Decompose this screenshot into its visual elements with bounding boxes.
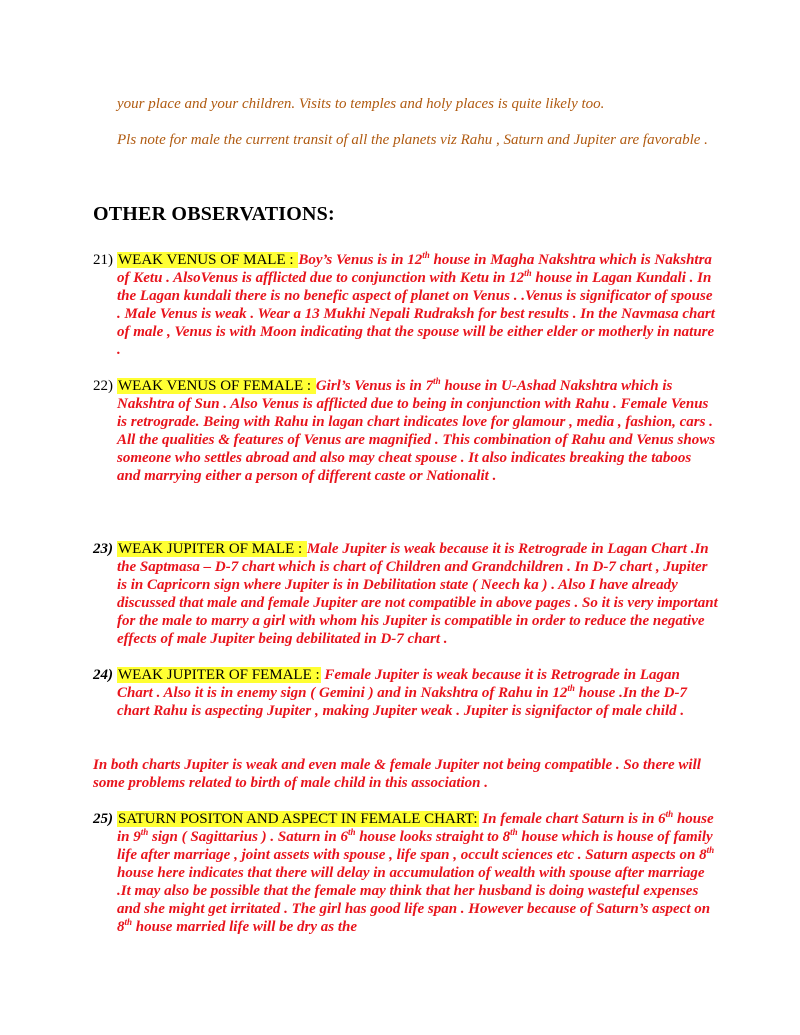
observation-23 bbox=[93, 540, 718, 648]
item-text: Male Jupiter is weak because it is Retrograde in Lagan Chart .In the Saptmasa – D-7 chart which is chart of Children and Grandchildren . In D-7 chart , Jupiter is in Capricorn sign where Jupiter is in Debilitation state ( Neech ka ) . Also I have already discussed that male and female Jupiter are not compatible in above pages . So it is very important for the male to marry a girl with whom his Jupiter is compatible in order to reduce the negative effects of male Jupiter being debilitated in D-7 chart . bbox=[117, 541, 718, 647]
item-body bbox=[117, 377, 718, 485]
item-text: house looks straight to 8 bbox=[355, 829, 511, 845]
item-number: 25) bbox=[93, 811, 113, 827]
item-label-highlight: WEAK JUPITER OF MALE : bbox=[118, 541, 306, 557]
item-text: house in U-Ashad Nakshtra which is Nakshtra of Sun . Also Venus is afflicted due to being in conjunction with Rahu . Female Venus is retrograde. Being with Rahu in lagan chart indicates love for glamour , media , fashion, cars . All the qualities & features of Venus are magnified . This combination of Rahu and Venus shows someone who settles abroad and also may cheat spouse . It also indicates breaking the taboos and marrying either a person of different caste or Nationalit . bbox=[117, 378, 716, 484]
observation-25 bbox=[93, 810, 718, 936]
item-label-highlight: WEAK VENUS OF MALE : bbox=[118, 252, 298, 268]
summary-paragraph: In both charts Jupiter is weak and even male & female Jupiter not being compatible . So there will some problems related to birth of male child in this association . bbox=[93, 757, 701, 791]
item-body bbox=[117, 251, 718, 359]
item-label-highlight: SATURN POSITON AND ASPECT IN FEMALE CHART: bbox=[118, 811, 478, 827]
observation-21 bbox=[93, 251, 718, 359]
observation-22 bbox=[93, 377, 718, 485]
superscript: th bbox=[140, 827, 149, 837]
item-text: Boy’s Venus is in 12 bbox=[298, 252, 423, 268]
item-number: 22) bbox=[93, 378, 113, 394]
superscript: th bbox=[347, 827, 356, 837]
item-text: In female chart Saturn is in 6 bbox=[478, 811, 666, 827]
intro-line-2: Pls note for male the current transit of all the planets viz Rahu , Saturn and Jupiter are favorable . bbox=[117, 132, 708, 148]
superscript: th bbox=[510, 827, 518, 837]
item-number: 21) bbox=[93, 252, 113, 268]
superscript: th bbox=[124, 917, 133, 927]
item-body bbox=[117, 666, 718, 720]
superscript: th bbox=[567, 683, 575, 693]
item-text: house married life will be dry as the bbox=[132, 919, 358, 935]
item-text: Female Jupiter is weak because it is Retrograde in Lagan Chart . Also it is in enemy sign ( Gemini ) and in Nakshtra of Rahu in 12 bbox=[117, 667, 680, 701]
item-text: sign ( Sagittarius ) . Saturn in 6 bbox=[148, 829, 348, 845]
item-body bbox=[117, 810, 718, 936]
item-text: house in Lagan Kundali . In the Lagan kundali there is no benefic aspect of planet on Venus . .Venus is significator of spouse . Male Venus is weak . Wear a 13 Mukhi Nepali Rudraksh for best results . In the Navmasa chart of male , Venus is with Moon indicating that the spouse will be either elder or motherly in nature . bbox=[117, 270, 715, 358]
item-text: house here indicates that there will delay in accumulation of wealth with spouse after marriage .It may also be possible that the female may think that her husband is doing wasteful expenses and she might get irritated . The girl has good life span . However because of Saturn’s aspect on 8 bbox=[117, 865, 711, 935]
superscript: th bbox=[433, 376, 441, 386]
item-label-highlight: WEAK JUPITER OF FEMALE : bbox=[118, 667, 320, 683]
item-text: house .In the D-7 chart Rahu is aspecting Jupiter , making Jupiter weak . Jupiter is signifactor of male child . bbox=[117, 685, 687, 719]
superscript: th bbox=[422, 250, 430, 260]
item-body bbox=[117, 540, 718, 648]
section-heading: OTHER OBSERVATIONS: bbox=[93, 203, 335, 225]
item-number: 23) bbox=[93, 541, 113, 557]
superscript: th bbox=[665, 809, 674, 819]
item-text: house which is house of family life after marriage , joint assets with spouse , life span , occult sciences etc . Saturn aspects on 8 bbox=[117, 829, 713, 863]
item-number: 24) bbox=[93, 667, 113, 683]
intro-line-1: your place and your children. Visits to temples and holy places is quite likely too. bbox=[117, 96, 605, 112]
observation-24 bbox=[93, 666, 718, 720]
item-text: house in Magha Nakshtra which is Nakshtra of Ketu . AlsoVenus is afflicted due to conjunction with Ketu in 12 bbox=[117, 252, 712, 286]
superscript: th bbox=[524, 268, 532, 278]
item-text: Girl’s Venus is in 7 bbox=[315, 378, 434, 394]
superscript: th bbox=[706, 845, 715, 855]
item-text: house in 9 bbox=[117, 811, 714, 845]
item-label-highlight: WEAK VENUS OF FEMALE : bbox=[118, 378, 315, 394]
